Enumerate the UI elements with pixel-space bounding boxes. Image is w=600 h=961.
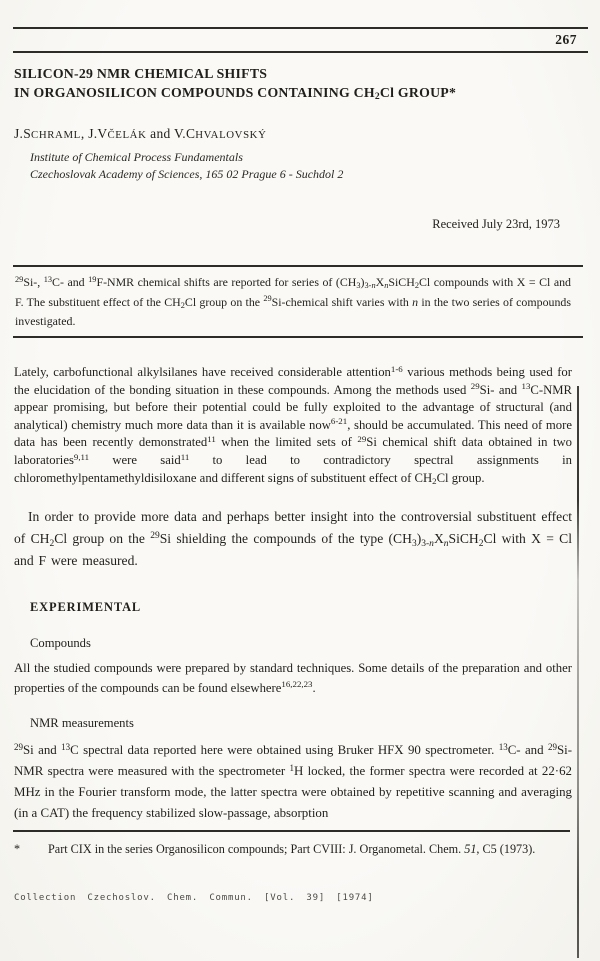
article-title-line2: IN ORGANOSILICON COMPOUNDS CONTAINING $CH_2Cl$ GROUP* <box>14 84 457 103</box>
footnote-rule <box>13 830 570 832</box>
section-heading-experimental: EXPERIMENTAL <box>30 600 142 614</box>
footnote <box>14 839 572 860</box>
journal-footer: Collection Czechoslov. Chem. Commun. [Vol. 39] [1974] <box>14 893 374 903</box>
article-title <box>14 65 580 102</box>
subsection-heading-nmr-measurements: NMR measurements <box>30 716 134 730</box>
received-date: Received July 23rd, 1973 <box>432 217 560 231</box>
nmr-paragraph: $^{29}$Si and $^{13}$C spectral data reported here were obtained using Bruker HFX 90 spectrometer. $^{13}$C- and $^{29}$Si- NMR spectra were measured with the spectrometer $^1$H locked, the former spectra were recorded at 22·62 MHz in the Fourier transform mode, the latter spectra were obtained by repetitive scanning and averaging (in a CAT) the frequency stabilized slow-passage, absorption <box>14 741 572 820</box>
affiliation-line1: Institute of Chemical Process Fundamentals <box>30 150 243 164</box>
affiliation <box>30 149 550 182</box>
footnote-text: Part CIX in the series Organosilicon compounds; Part CVIII: J. Organometal. Chem. 51, C5 (1973). <box>48 842 536 856</box>
header-rule-top <box>13 27 588 29</box>
body-paragraph-2: In order to provide more data and perhaps better insight into the controversial substituent effect of $CH_2Cl$ group on the $^{29}$Si shielding the compounds of the type $(CH_3)_{3-n}X_nSiCH_2Cl$ with X = Cl and F were measured. <box>14 509 573 568</box>
authors: J.SCHRAML, J.VČELÁK and V.CHVALOVSKÝ <box>14 126 267 141</box>
abstract-rule-top <box>13 265 583 267</box>
abstract-rule-bottom <box>13 336 583 338</box>
scan-artifact-line <box>577 386 579 958</box>
body-paragraph-1: Lately, carbofunctional alkylsilanes have received considerable attention$^{1-6}$ various methods being used for the elucidation of the bonding situation in these compounds. Among the methods used $^{29}$Si- and $^{13}$C-NMR appear promising, but before their potential could be fully exploited to the advantage of structural (and analytical) chemistry much more data than it is available now$^{6-21}$, should be accumulated. This need of more data has been recently demonstrated$^{11}$ when the limited sets of $^{29}$Si chemical shift data obtained in two laboratories$^{9,11}$ were said$^{11}$ to lead to contradictory spectral assignments in chloromethylpentamethyldisiloxane and different signs of substituent effect of $CH_2Cl$ group. <box>14 363 572 487</box>
page-number: 267 <box>555 32 577 47</box>
abstract: $^{29}$Si-, $^{13}$C- and $^{19}$F-NMR chemical shifts are reported for series of $(CH_3)_{3-n}X_nSiCH_2Cl$ compounds with X = Cl and F. The substituent effect of the $CH_2Cl$ group on the $^{29}$Si-chemical shift varies with n in the two series of compounds investigated. <box>15 274 571 328</box>
footnote-marker: * <box>14 842 21 856</box>
affiliation-line2: Czechoslovak Academy of Sciences, 165 02 Prague 6 - Suchdol 2 <box>30 166 344 181</box>
header-rule-bottom <box>13 51 588 53</box>
compounds-paragraph: All the studied compounds were prepared by standard techniques. Some details of the preparation and other properties of the compounds can be found elsewhere$^{16,22,23}$. <box>14 661 572 695</box>
subsection-heading-compounds: Compounds <box>30 636 91 650</box>
article-title-line1: SILICON-29 NMR CHEMICAL SHIFTS <box>14 66 268 81</box>
